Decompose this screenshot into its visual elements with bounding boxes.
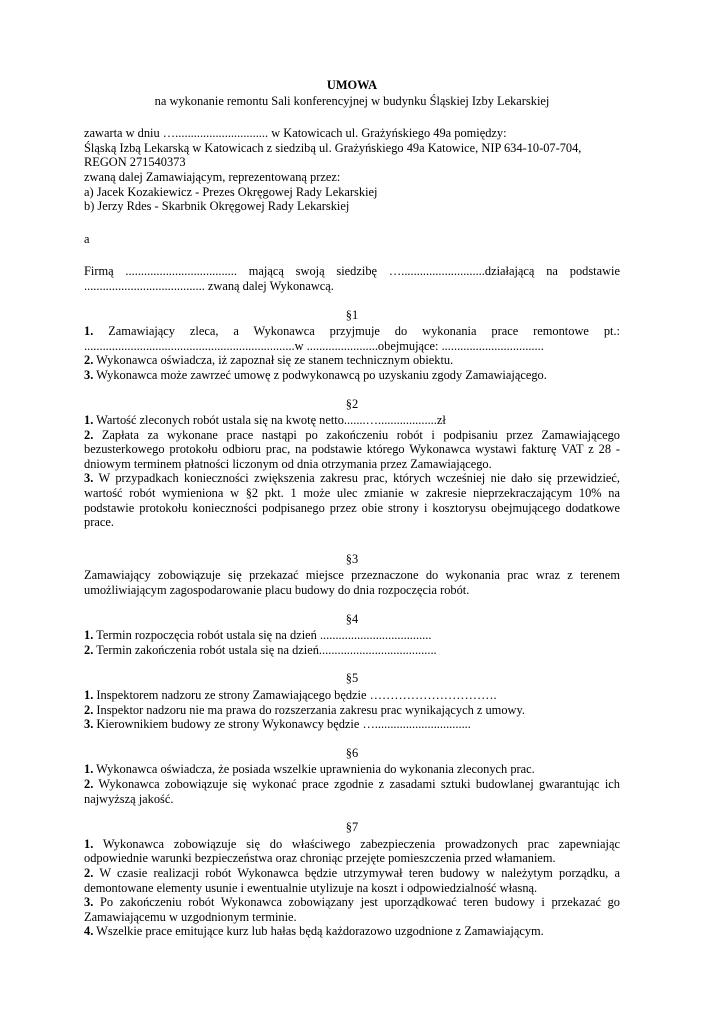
s2-clause-2-number: 2. (84, 427, 94, 442)
s2-clause-1-text: Wartość zleconych robót ustala się na kwotę netto.......…...................zł (96, 413, 446, 428)
s7-clause-2 (84, 866, 620, 895)
section-1-heading: §1 (345, 307, 359, 322)
section-4-heading: §4 (345, 611, 359, 626)
section-6-heading: §6 (345, 745, 359, 760)
s2-clause-3-number: 3. (84, 471, 94, 486)
contractor-line-1: Firmą .................................... mającą swoją siedzibę …...........................działającą na podstawie (84, 264, 620, 279)
s2-clause-2 (84, 428, 620, 472)
s3-clause-1: Zamawiający zobowiązuje się przekazać miejsce przeznaczone do wykonania prac wraz z terenem umożliwiającym zagospodarowanie placu budowy do dnia rozpoczęcia robót. (84, 568, 620, 598)
s5-clause-2 (84, 703, 620, 718)
s6-clause-2-number: 2. (84, 776, 94, 791)
s7-clause-3 (84, 895, 620, 924)
s1-clause-1-text: Zamawiający zleca, a Wykonawca przyjmuje do wykonania prace remontowe pt.: (108, 324, 620, 339)
s2-clause-3-text: W przypadkach konieczności zwiększenia zakresu prac, których wcześniej nie dało się przewidzieć, wartość robót wymieniona w §2 pkt. 1 może ulec zmianie w zakresie nieprzekraczającym 10% na podstawie protokołu konieczności podpisanego przez obie strony i kosztorysu obejmującego dodatkowe prace. (84, 471, 621, 530)
s1-clause-2-text: Wykonawca oświadcza, iż zapoznał się ze stanem technicznym obiektu. (96, 353, 454, 368)
s4-clause-2-number: 2. (84, 642, 94, 657)
contractor-line-2: ....................................... zwaną dalej Wykonawcą. (84, 278, 334, 293)
s5-clause-3 (84, 717, 620, 732)
parties-block (84, 126, 620, 293)
s6-clause-2 (84, 777, 620, 806)
s6-clause-2-text: Wykonawca zobowiązuje się wykonać prace zgodnie z zasadami sztuki budowlanej gwarantując ich najwyższą jakość. (84, 776, 620, 806)
s5-clause-1-text: Inspektorem nadzoru ze strony Zamawiającego będzie …………………………. (96, 688, 497, 702)
document-title: UMOWA (326, 78, 378, 92)
s5-clause-3-number: 3. (84, 717, 94, 732)
s5-clause-1-number: 1. (84, 688, 94, 702)
section-5-heading: §5 (345, 671, 359, 686)
regon-line: REGON 271540373 (84, 155, 186, 170)
s5-clause-3-text: Kierownikiem budowy ze strony Wykonawcy będzie …............................... (96, 717, 471, 732)
s1-clause-3-number: 3. (84, 367, 94, 382)
s1-clause-1b: ....................................................................w .......................obejmujące: ................................. (84, 338, 544, 353)
s2-clause-2-text: Zapłata za wykonane prace nastąpi po zakończeniu robót i podpisaniu przez Zamawiającego bezusterkowego protokołu odbioru prac, na podstawie którego Wykonawca wystawi fakturę VAT z 28 -dniowym terminem płatności liczonym od dnia otrzymania przez Zamawiającego. (84, 427, 620, 471)
orderer-named-line: zwaną dalej Zamawiającym, reprezentowaną przez: (84, 169, 341, 184)
s2-clause-3 (84, 471, 620, 529)
s4-clause-1-number: 1. (84, 628, 94, 643)
section-2-heading: §2 (345, 396, 359, 411)
orderer-line: Śląską Izbą Lekarską w Katowicach z siedzibą ul. Grażyńskiego 49a Katowice, NIP 634-10-07-704, (84, 140, 582, 155)
s1-clause-3 (84, 368, 620, 383)
s4-clause-1-text: Termin rozpoczęcia robót ustala się na dzień .................................... (96, 628, 432, 643)
s1-clause-3-text: Wykonawca może zawrzeć umowę z podwykonawcą po uzyskaniu zgody Zamawiającego. (96, 367, 547, 382)
s6-clause-1 (84, 762, 620, 777)
contract-date-line: zawarta w dniu ….............................. w Katowicach ul. Grażyńskiego 49a pomiędzy: (84, 126, 507, 141)
section-7-heading: §7 (345, 820, 359, 835)
s1-clause-2-number: 2. (84, 353, 94, 368)
s7-clause-2-number: 2. (84, 865, 94, 880)
s7-clause-4-number: 4. (84, 924, 94, 939)
s6-clause-1-number: 1. (84, 762, 94, 777)
s6-clause-1-text: Wykonawca oświadcza, że posiada wszelkie uprawnienia do wykonania zleconych prac. (96, 762, 535, 777)
s7-clause-1-text: Wykonawca zobowiązuje się do właściwego zabezpieczenia prowadzonych prac zapewniając odpowiednie warunki bezpieczeństwa oraz chroniąc przejęte pomieszczenia przed włamaniem. (84, 836, 620, 866)
s4-clause-2-text: Termin zakończenia robót ustala się na dzień...................................... (96, 642, 437, 657)
s5-clause-2-number: 2. (84, 702, 94, 717)
s7-clause-1 (84, 837, 620, 866)
s7-clause-3-number: 3. (84, 895, 94, 910)
s4-clause-2 (84, 643, 620, 658)
s1-clause-1-number: 1. (84, 324, 94, 339)
representative-a: a) Jacek Kozakiewicz - Prezes Okręgowej Rady Lekarskiej (84, 184, 378, 199)
s1-clause-1a (84, 324, 620, 339)
s4-clause-1 (84, 628, 620, 643)
s1-clause-2 (84, 353, 620, 368)
and-conjunction: a (84, 231, 90, 246)
s7-clause-4 (84, 924, 620, 939)
representative-b: b) Jerzy Rdes - Skarbnik Okręgowej Rady Lekarskiej (84, 199, 350, 214)
s5-clause-1 (84, 688, 620, 703)
section-3-heading: §3 (345, 551, 359, 566)
s7-clause-3-text: Po zakończeniu robót Wykonawca zobowiązany jest uporządkować teren budowy i przekazać go Zamawiającemu w uzgodnionym terminie. (84, 895, 620, 924)
s7-clause-1-number: 1. (84, 836, 94, 851)
s2-clause-1-number: 1. (84, 413, 94, 428)
s7-clause-2-text: W czasie realizacji robót Wykonawca będzie utrzymywał teren budowy w należytym porządku, a demontowane elementy usunie i ewentualnie utylizuje na koszt i odpowiedzialność własną. (84, 865, 620, 895)
document-subtitle: na wykonanie remontu Sali konferencyjnej w budynku Śląskiej Izby Lekarskiej (154, 93, 550, 108)
s2-clause-1 (84, 413, 620, 428)
s5-clause-2-text: Inspektor nadzoru nie ma prawa do rozszerzania zakresu prac wynikających z umowy. (96, 702, 525, 717)
s7-clause-4-text: Wszelkie prace emitujące kurz lub hałas będą każdorazowo uzgodnione z Zamawiającym. (96, 924, 544, 939)
